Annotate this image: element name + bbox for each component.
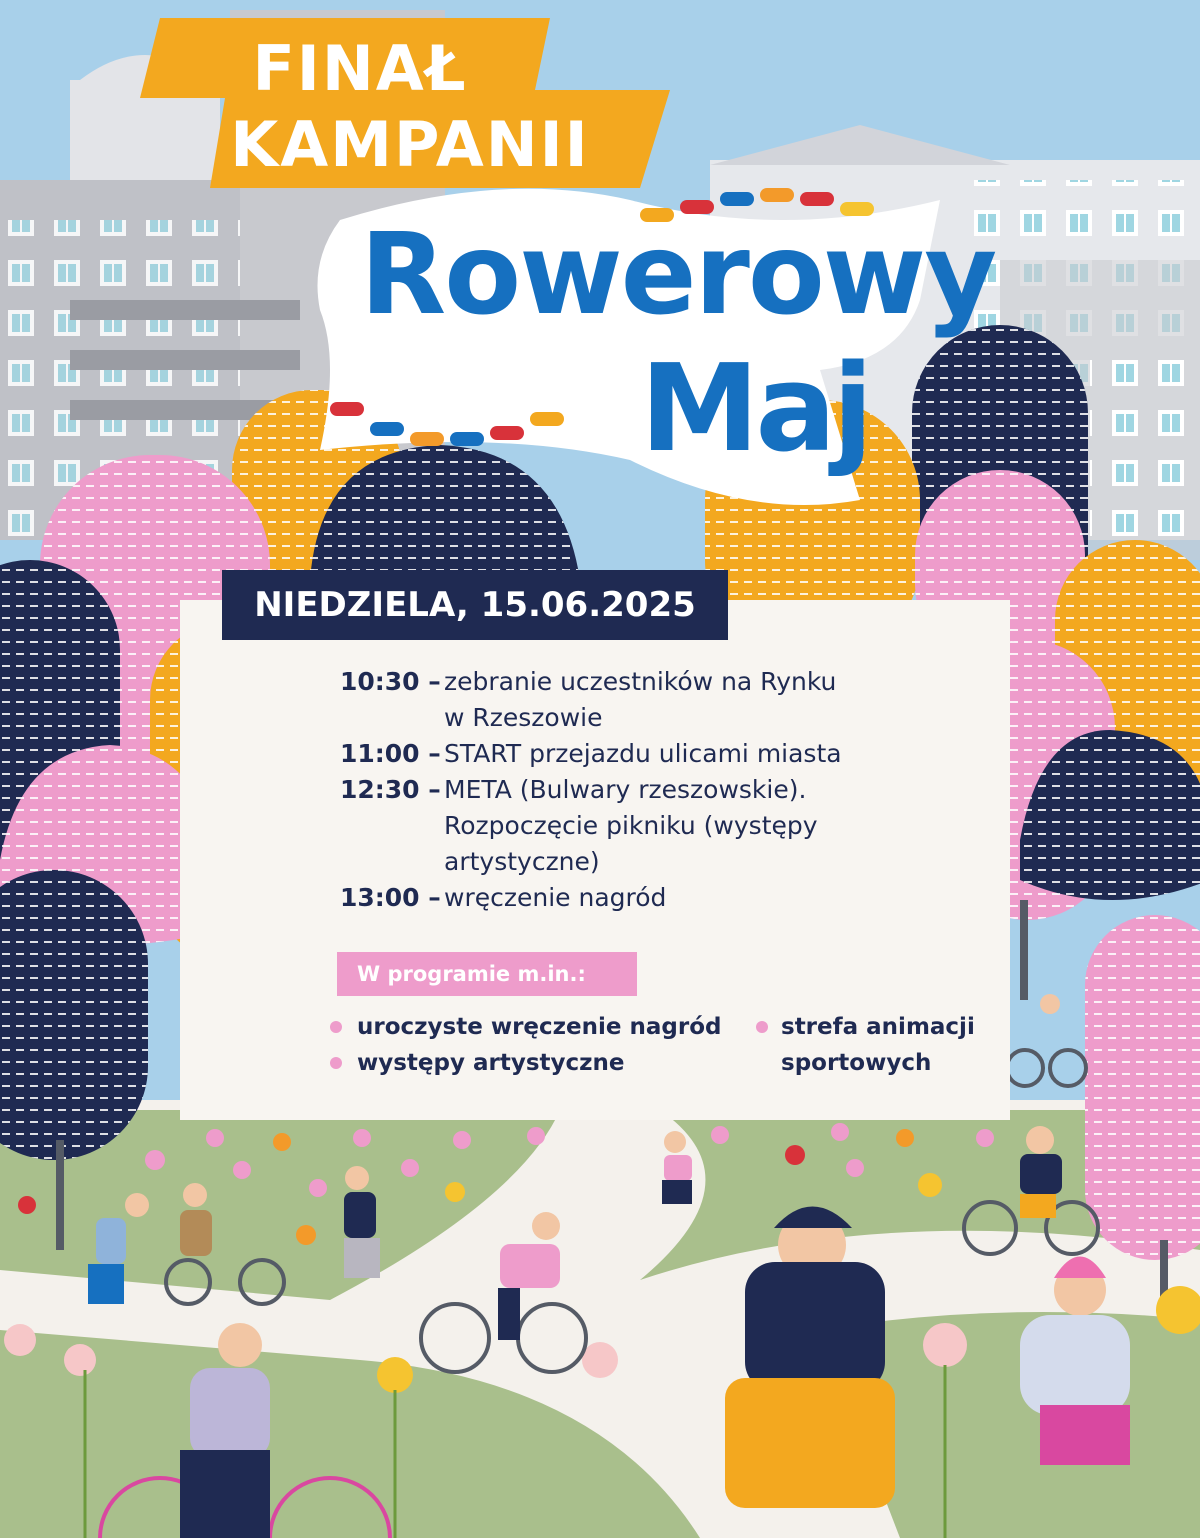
- schedule-row: [340, 880, 960, 916]
- schedule-line: artystyczne): [444, 847, 600, 876]
- bullet-icon: [330, 1057, 342, 1069]
- event-date: NIEDZIELA, 15.06.2025: [254, 585, 696, 625]
- schedule-time: 11:00 –: [340, 739, 441, 768]
- program-item-award-ceremony: uroczyste wręczenie nagród: [357, 1014, 722, 1040]
- schedule-line: META (Bulwary rzeszowskie).: [444, 775, 807, 804]
- schedule-line: zebranie uczestników na Rynku: [444, 667, 837, 696]
- schedule-line: Rozpoczęcie pikniku (występy: [444, 811, 818, 840]
- program-item-sport-zone-line-1: strefa animacji: [781, 1014, 975, 1040]
- schedule-row: [340, 736, 960, 772]
- bullet-icon: [330, 1021, 342, 1033]
- schedule: [340, 664, 960, 916]
- program-label-text: W programie m.in.:: [357, 962, 586, 986]
- schedule-time: 12:30 –: [340, 775, 441, 804]
- schedule-row: [340, 664, 960, 736]
- schedule-row: [340, 772, 960, 880]
- rowerowy-maj-logo: [300, 160, 996, 520]
- schedule-time: 13:00 –: [340, 883, 441, 912]
- logo-word-maj: Maj: [640, 340, 870, 479]
- schedule-description: [444, 772, 960, 880]
- schedule-time: 10:30 –: [340, 667, 441, 696]
- program-item-performances: występy artystyczne: [357, 1050, 625, 1076]
- program-item-sport-zone-line-2: sportowych: [781, 1050, 932, 1076]
- schedule-description: [444, 736, 960, 772]
- schedule-line: START przejazdu ulicami miasta: [444, 739, 842, 768]
- program-label: [337, 952, 637, 996]
- schedule-line: w Rzeszowie: [444, 703, 603, 732]
- bullet-icon: [756, 1021, 768, 1033]
- schedule-description: [444, 664, 960, 736]
- date-banner: [222, 570, 728, 640]
- title-line-2: KAMPANII: [230, 108, 590, 181]
- logo-word-rowerowy: Rowerowy: [360, 210, 996, 340]
- title-line-1: FINAŁ: [252, 32, 468, 105]
- schedule-line: wręczenie nagród: [444, 883, 667, 912]
- schedule-description: [444, 880, 960, 916]
